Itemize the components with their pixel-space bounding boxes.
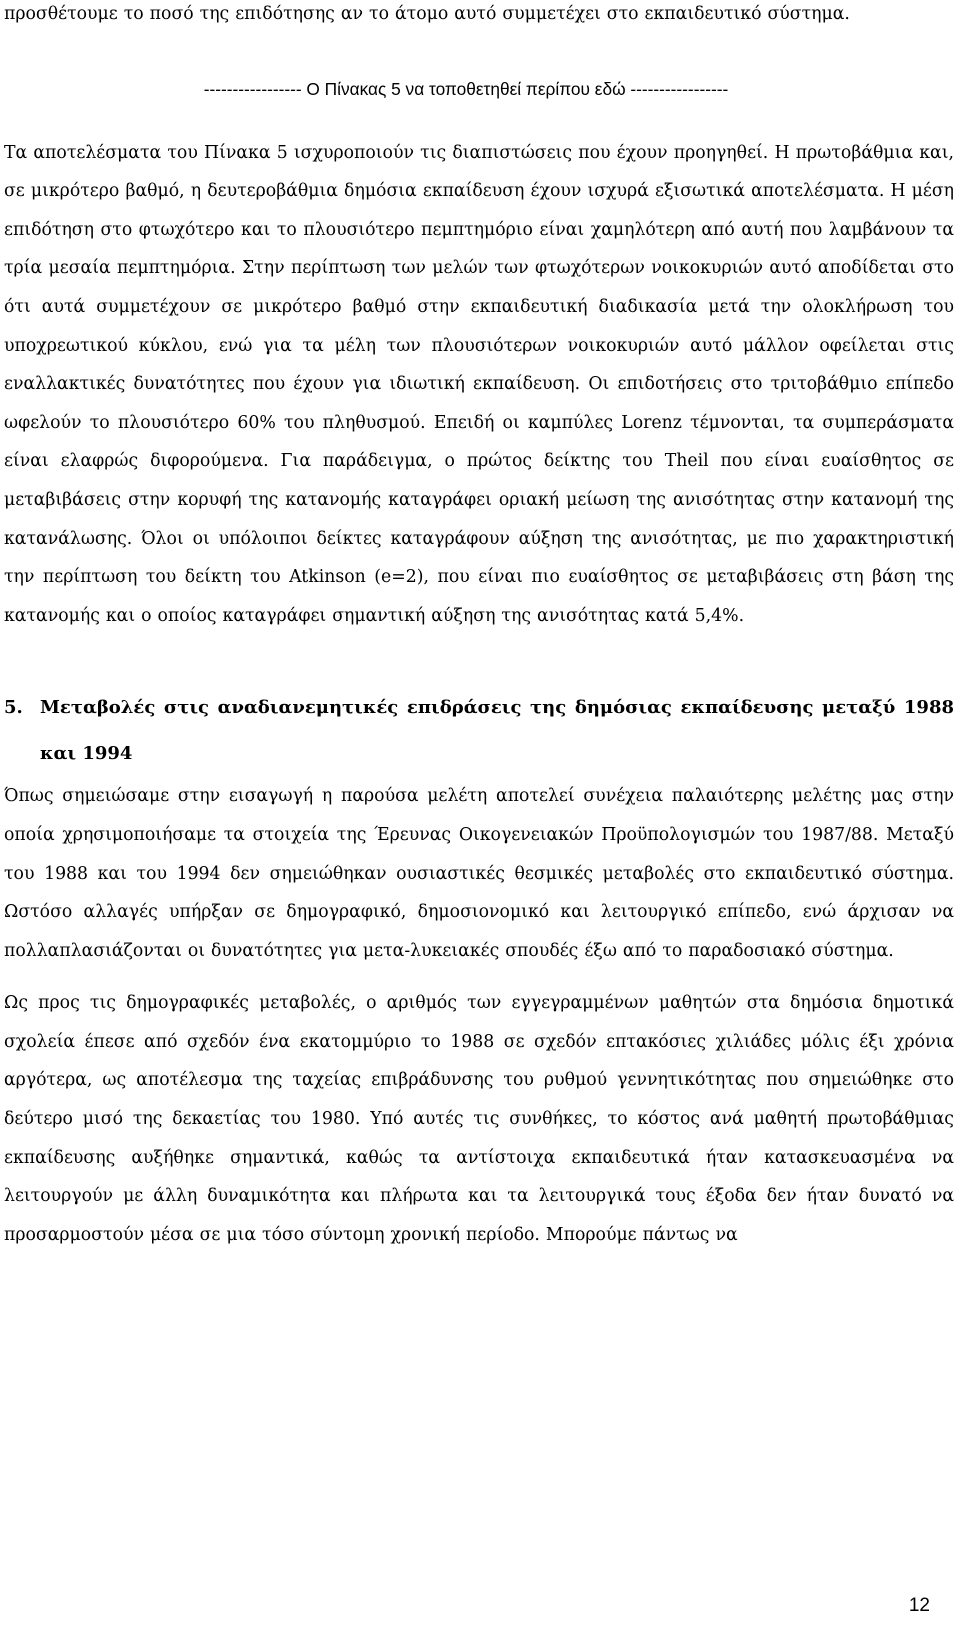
section-paragraph-2: Ως προς τις δημογραφικές μεταβολές, ο αριθμός των εγγεγραμμένων μαθητών στα δημόσια δημοτικά σχολεία έπεσε από σχεδόν ένα εκατομμύριο το 1988 σε σχεδόν επτακόσιες χιλιάδες μόλις έξι χρόνια αργότερα, ως αποτέλεσμα της ταχείας επιβράδυνσης του ρυθμού γεννητικότητας που σημειώθηκε στο δεύτερο μισό της δεκαετίας του 1980. Υπό αυτές τις συνθήκες, το κόστος ανά μαθητή πρωτοβάθμιας εκπαίδευσης αυξήθηκε σημαντικά, καθώς τα αντίστοιχα εκπαιδευτικά ήταν κατασκευασμένα να λειτουργούν με άλλη δυναμικότητα και πλήρωτα και τα λειτουργικά τους έξοδα δεν ήταν δυνατό να προσαρμοστούν μέσα σε μια τόσο σύντομη χρονική περίοδο. Μπορούμε πάντως να [4, 993, 954, 1245]
document-page [4, 0, 954, 1254]
intro-paragraph: προσθέτουμε το ποσό της επιδότησης αν το άτομο αυτό συμμετέχει στο εκπαιδευτικό σύστημα. [4, 4, 850, 24]
results-paragraph: Τα αποτελέσματα του Πίνακα 5 ισχυροποιούν τις διαπιστώσεις που έχουν προηγηθεί. Η πρωτοβάθμια και, σε μικρότερο βαθμό, η δευτεροβάθμια δημόσια εκπαίδευση έχουν ισχυρά εξισωτικά αποτελέσματα. Η μέση επιδότηση στο φτωχότερο και το πλουσιότερο πεμπτημόριο είναι χαμηλότερη από αυτή που λαμβάνουν τα τρία μεσαία πεμπτημόρια. Στην περίπτωση των μελών των φτωχότερων νοικοκυριών αυτό αποδίδεται στο ότι αυτά συμμετέχουν σε μικρότερο βαθμό στην εκπαιδευτική διαδικασία μετά την ολοκλήρωση του υποχρεωτικού κύκλου, ενώ για τα μέλη των πλουσιότερων νοικοκυριών αυτό μάλλον οφείλεται στις εναλλακτικές δυνατότητες που έχουν για ιδιωτική εκπαίδευση. Οι επιδοτήσεις στο τριτοβάθμιο επίπεδο ωφελούν το πλουσιότερο 60% του πληθυσμού. Επειδή οι καμπύλες Lorenz τέμνονται, τα συμπεράσματα είναι ελαφρώς διφορούμενα. Για παράδειγμα, ο πρώτος δείκτης του Theil που είναι ευαίσθητος σε μεταβιβάσεις στην κορυφή της κατανομής καταγράφει οριακή μείωση της ανισότητας στην κατανομή της κατανάλωσης. Όλοι οι υπόλοιποι δείκτες καταγράφουν αύξηση της ανισότητας, με πιο χαρακτηριστική την περίπτωση του δείκτη του Atkinson (e=2), που είναι πιο ευαίσθητος σε μεταβιβάσεις στη βάση της κατανομής και ο οποίος καταγράφει σημαντική αύξηση της ανισότητας κατά 5,4%. [4, 142, 954, 626]
section-heading [4, 685, 954, 777]
section-number: 5. [4, 697, 23, 719]
page-number: 12 [908, 1595, 930, 1616]
section-title: Μεταβολές στις αναδιανεμητικές επιδράσεις της δημόσιας εκπαίδευσης μεταξύ 1988 και 1994 [40, 697, 954, 765]
section-paragraph-1: Όπως σημειώσαμε στην εισαγωγή η παρούσα μελέτη αποτελεί συνέχεια παλαιότερης μελέτης μας στην οποία χρησιμοποιήσαμε τα στοιχεία της Έρευνας Οικογενειακών Προϋπολογισμών του 1987/88. Μεταξύ του 1988 και του 1994 δεν σημειώθηκαν ουσιαστικές θεσμικές μεταβολές στο εκπαιδευτικό σύστημα. Ωστόσο αλλαγές υπήρξαν σε δημογραφικό, δημοσιονομικό και λειτουργικό επίπεδο, ενώ άρχισαν να πολλαπλασιάζονται οι δυνατότητες για μετα-λυκειακές σπουδές έξω από το παραδοσιακό σύστημα. [4, 786, 954, 961]
table-placement-note: ----------------- Ο Πίνακας 5 να τοποθετηθεί περίπου εδώ ----------------- [203, 78, 729, 99]
paragraph-spacer [4, 970, 954, 984]
